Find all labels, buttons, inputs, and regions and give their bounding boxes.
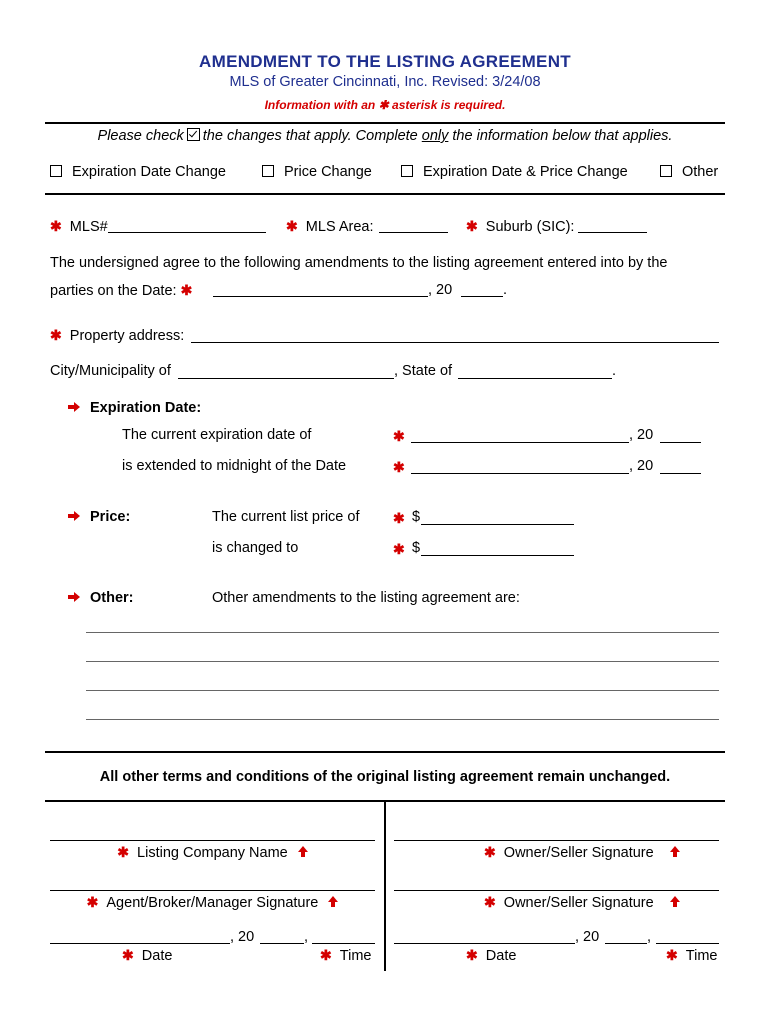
suburb-field[interactable] [578, 232, 647, 233]
state-label: , State of [394, 363, 453, 379]
asterisk-icon: ✱ [466, 218, 478, 234]
mls-area-label: ✱ MLS Area: [286, 218, 374, 235]
asterisk-icon: ✱ [50, 327, 62, 343]
arrow-right-icon [68, 402, 80, 412]
arrow-up-icon [298, 846, 308, 858]
terms-top-divider [45, 751, 725, 753]
form-title: AMENDMENT TO THE LISTING AGREEMENT [199, 52, 571, 71]
asterisk-icon: ✱ [393, 541, 405, 557]
left-comma: , [304, 929, 309, 945]
state-period: . [612, 363, 617, 379]
price-currency: $ [412, 540, 421, 556]
current-expiration-year-field[interactable] [660, 442, 701, 443]
asterisk-icon: ✱ [86, 894, 99, 910]
left-time-label: ✱ Time [320, 947, 372, 964]
agreement-period: . [503, 282, 508, 298]
suburb-label: ✱ Suburb (SIC): [466, 218, 575, 235]
checkbox-expiration-date-change[interactable]: Expiration Date Change [50, 164, 226, 180]
expiration-heading: Expiration Date: [68, 400, 201, 416]
owner-seller-signature-1-field[interactable] [394, 840, 719, 841]
right-year-label: , 20 [575, 929, 600, 945]
checkbox-icon[interactable] [50, 165, 62, 177]
other-amendments-line-2[interactable] [86, 661, 719, 662]
other-amendments-line-3[interactable] [86, 690, 719, 691]
left-date-label: ✱ Date [122, 947, 173, 964]
signature-column-divider [384, 801, 386, 971]
asterisk-icon: ✱ [393, 510, 405, 526]
agreement-year-label: , 20 [428, 282, 453, 298]
expiration-extended-label: is extended to midnight of the Date [122, 458, 347, 474]
city-label: City/Municipality of [50, 363, 171, 379]
mls-number-label: ✱ MLS# [50, 218, 108, 235]
checkbox-icon[interactable] [660, 165, 672, 177]
other-amendments-line-1[interactable] [86, 632, 719, 633]
listing-company-field[interactable] [50, 840, 375, 841]
asterisk-icon: ✱ [484, 894, 496, 910]
asterisk-icon: ✱ [393, 428, 405, 444]
new-expiration-year-field[interactable] [660, 473, 701, 474]
checkbox-expiration-and-price-change[interactable]: Expiration Date & Price Change [401, 164, 628, 180]
checkbox-icon[interactable] [262, 165, 274, 177]
expiration-new-year-label: , 20 [629, 458, 654, 474]
asterisk-icon: ✱ [50, 218, 62, 234]
checkbox-price-change[interactable]: Price Change [262, 164, 372, 180]
agent-signature-label: ✱ Agent/Broker/Manager Signature [50, 894, 375, 911]
property-address-field[interactable] [191, 342, 719, 343]
current-expiration-date-field[interactable] [411, 442, 629, 443]
owner-seller-signature-1-label: ✱ Owner/Seller Signature [484, 844, 680, 861]
new-price-field[interactable] [421, 555, 574, 556]
owner-seller-signature-2-field[interactable] [394, 890, 719, 891]
mls-area-field[interactable] [379, 232, 448, 233]
right-time-label: ✱ Time [666, 947, 718, 964]
agent-signature-field[interactable] [50, 890, 375, 891]
right-date-field[interactable] [394, 943, 575, 944]
expiration-current-year-label: , 20 [629, 427, 654, 443]
asterisk-icon: ✱ [180, 282, 193, 298]
right-date-label: ✱ Date [466, 947, 517, 964]
arrow-up-icon [670, 846, 680, 858]
arrow-right-icon [68, 592, 80, 602]
new-expiration-date-field[interactable] [411, 473, 629, 474]
mls-number-field[interactable] [108, 232, 266, 233]
other-heading: Other: [68, 590, 134, 606]
required-note: Information with an ✱ asterisk is required. [264, 98, 506, 112]
agreement-date-field[interactable] [213, 296, 428, 297]
right-year-field[interactable] [605, 943, 647, 944]
right-time-field[interactable] [656, 943, 719, 944]
owner-seller-signature-2-label: ✱ Owner/Seller Signature [484, 894, 680, 911]
listing-company-label: ✱ Listing Company Name [50, 844, 375, 861]
property-address-label: ✱ Property address: [50, 327, 185, 344]
checkbox-icon[interactable] [401, 165, 413, 177]
agreement-date-label: parties on the Date: ✱ [50, 282, 193, 299]
form-subtitle: MLS of Greater Cincinnati, Inc. Revised: 3/24/08 [229, 74, 541, 90]
left-year-field[interactable] [260, 943, 304, 944]
asterisk-icon: ✱ [466, 947, 478, 963]
other-label: Other amendments to the listing agreement are: [212, 590, 520, 606]
left-date-field[interactable] [50, 943, 230, 944]
arrow-up-icon [670, 896, 680, 908]
other-amendments-line-4[interactable] [86, 719, 719, 720]
expiration-current-label: The current expiration date of [122, 427, 312, 443]
checkbox-other[interactable]: Other [660, 164, 718, 180]
current-price-field[interactable] [421, 524, 574, 525]
top-divider [45, 122, 725, 124]
agreement-year-field[interactable] [461, 296, 503, 297]
asterisk-icon: ✱ [286, 218, 298, 234]
left-time-field[interactable] [312, 943, 375, 944]
asterisk-icon: ✱ [117, 844, 129, 860]
asterisk-icon: ✱ [393, 459, 405, 475]
price-heading: Price: [68, 509, 130, 525]
instructions: Please check the changes that apply. Complete only the information below that applies. [97, 128, 673, 144]
terms-statement: All other terms and conditions of the original listing agreement remain unchanged. [99, 769, 671, 785]
right-comma: , [647, 929, 652, 945]
asterisk-icon: ✱ [122, 947, 134, 963]
price-changed-label: is changed to [212, 540, 299, 556]
section-divider [45, 193, 725, 195]
left-year-label: , 20 [230, 929, 255, 945]
state-field[interactable] [458, 378, 612, 379]
arrow-right-icon [68, 511, 80, 521]
checkmark-icon [187, 128, 200, 141]
agreement-text: The undersigned agree to the following amendments to the listing agreement entered into by the [50, 255, 668, 271]
price-currency: $ [412, 509, 421, 525]
asterisk-icon: ✱ [320, 947, 332, 963]
arrow-up-icon [328, 896, 338, 908]
asterisk-icon: ✱ [484, 844, 496, 860]
asterisk-icon: ✱ [378, 98, 389, 112]
city-field[interactable] [178, 378, 394, 379]
asterisk-icon: ✱ [666, 947, 678, 963]
price-current-label: The current list price of [212, 509, 360, 525]
